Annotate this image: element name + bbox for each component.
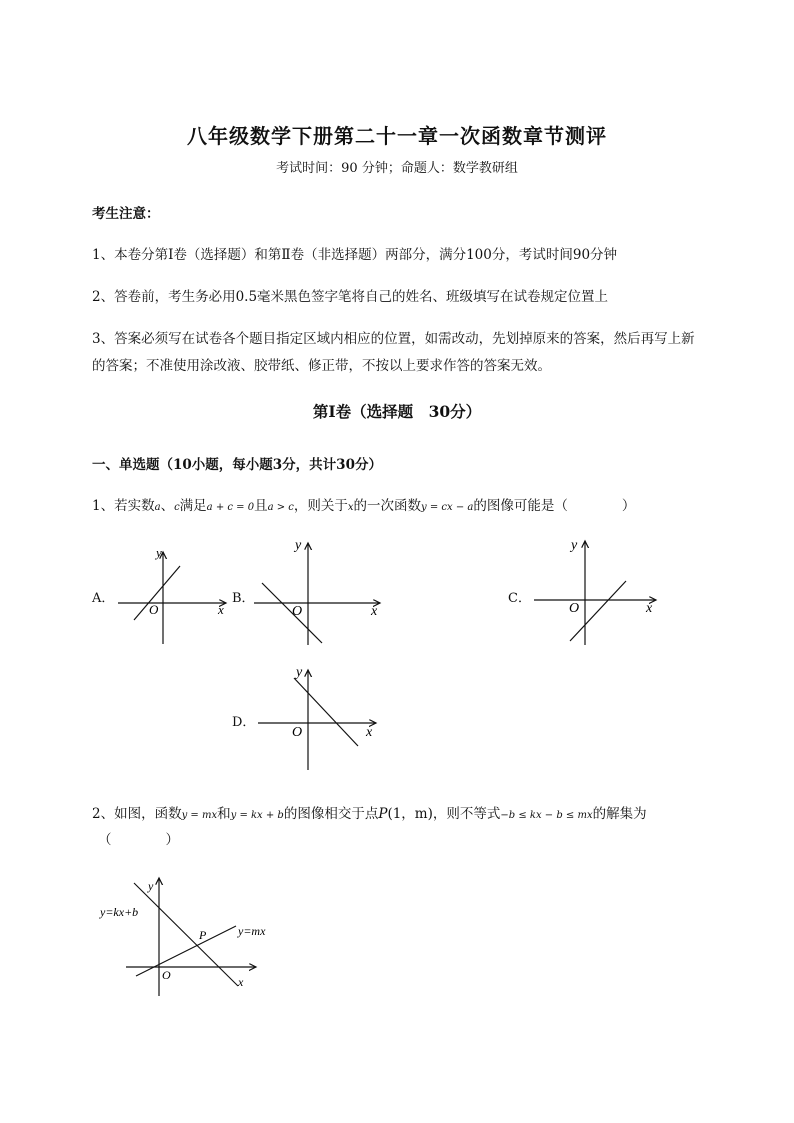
option-b-label[interactable]: B．	[232, 591, 255, 606]
x-label: x	[646, 601, 653, 616]
function-line	[294, 678, 358, 746]
notice-heading: 考生注意：	[92, 206, 160, 222]
option-d-label[interactable]: D．	[232, 715, 256, 730]
y-label: y	[571, 538, 578, 553]
graph-option-d	[254, 660, 384, 775]
graph-option-c	[530, 533, 665, 648]
origin-label: O	[162, 968, 171, 982]
x-label: x	[366, 725, 373, 740]
q2-graph	[96, 868, 276, 998]
q1-stem: 1、若实数a、c满足a + c = 0且a > c，则关于x的一次函数y = cx − a的图像可能是（ ）	[92, 498, 636, 514]
origin-label: O	[292, 604, 303, 619]
option-a-label[interactable]: A．	[92, 591, 115, 606]
graph-option-a	[112, 540, 232, 650]
part-heading: 一、单选题（10小题，每小题3分，共计30分）	[92, 457, 382, 473]
graph-option-b	[250, 533, 390, 648]
origin-label: O	[292, 725, 303, 740]
label-mx: y=mx	[238, 924, 266, 938]
option-c-label[interactable]: C．	[508, 591, 531, 606]
origin-label: O	[149, 602, 159, 617]
x-label: x	[238, 975, 244, 989]
notice-item-2: 2、答卷前，考生务必用0.5毫米黑色签字笔将自己的姓名、班级填写在试卷规定位置上	[92, 289, 609, 305]
point-p-label: P	[199, 928, 207, 942]
q2-answer-blank: （ ）	[98, 832, 179, 848]
origin-label: O	[569, 601, 580, 616]
x-label: x	[218, 602, 224, 617]
page-title: 八年级数学下册第二十一章一次函数章节测评	[187, 124, 607, 148]
y-label: y	[148, 879, 154, 893]
line-kx-plus-b	[134, 883, 238, 986]
y-label: y	[156, 545, 162, 560]
y-label: y	[296, 665, 303, 680]
label-kx-plus-b: y=kx+b	[100, 905, 139, 919]
q2-stem: 2、如图，函数y = mx和y = kx + b的图像相交于点P(1，m)，则不等式−b ≤ kx − b ≤ mx的解集为	[92, 806, 647, 822]
y-label: y	[295, 538, 302, 553]
notice-item-3-cont: 的答案；不准使用涂改液、胶带纸、修正带，不按以上要求作答的答案无效。	[92, 358, 551, 374]
notice-item-1: 1、本卷分第Ⅰ卷（选择题）和第Ⅱ卷（非选择题）两部分，满分100分，考试时间90分钟	[92, 247, 618, 263]
section-title: 第Ⅰ卷（选择题 30分）	[312, 402, 482, 421]
notice-item-3: 3、答案必须写在试卷各个题目指定区域内相应的位置，如需改动，先划掉原来的答案，然后再写上新	[92, 331, 695, 347]
x-label: x	[371, 604, 378, 619]
exam-subtitle: 考试时间：90 分钟；命题人：数学教研组	[276, 161, 518, 176]
